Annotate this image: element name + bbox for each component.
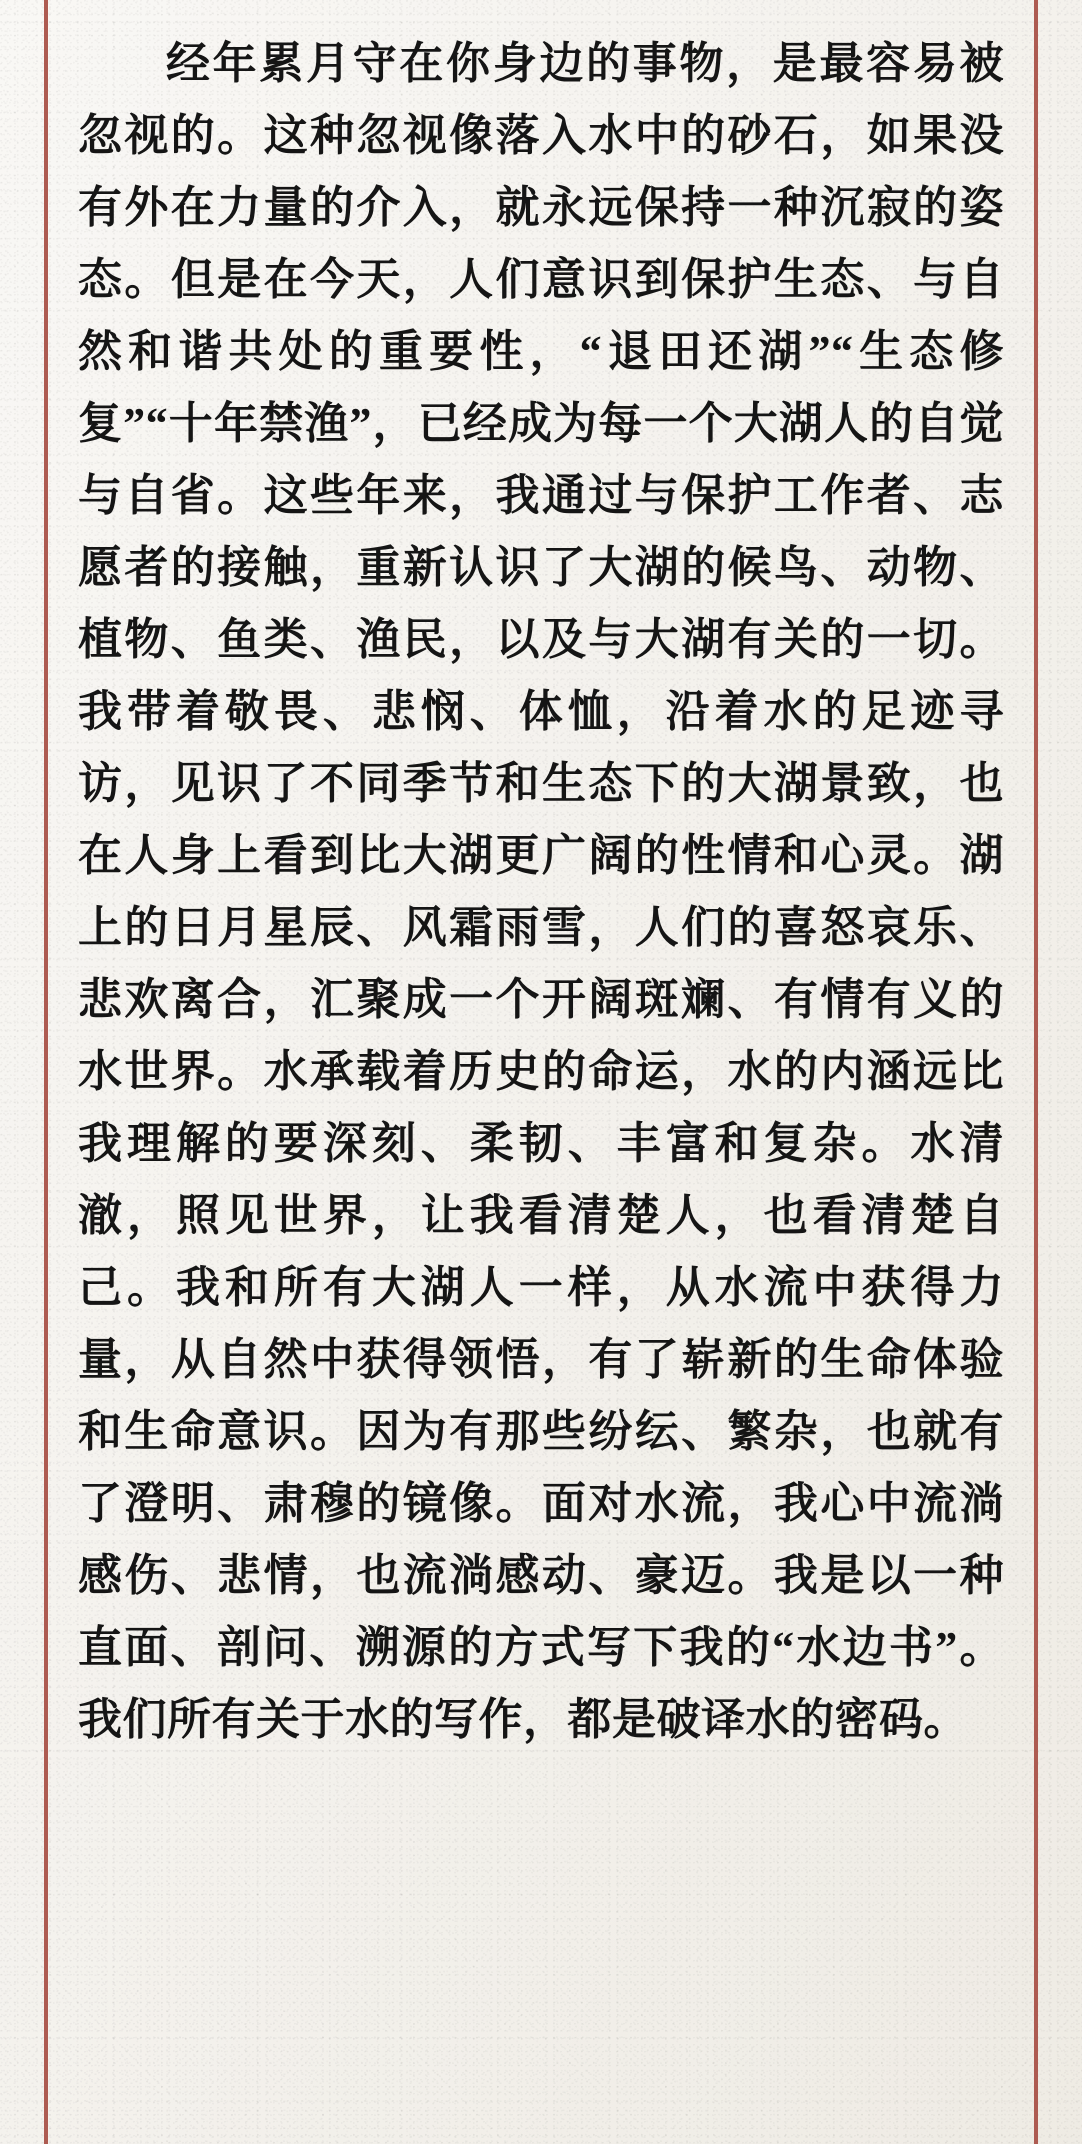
left-margin-rule — [44, 0, 48, 2144]
article-body — [78, 28, 1004, 2144]
paragraph: 经年累月守在你身边的事物，是最容易被忽视的。这种忽视像落入水中的砂石，如果没有外在力量的介入，就永远保持一种沉寂的姿态。但是在今天，人们意识到保护生态、与自然和谐共处的重要性，“退田还湖”“生态修复”“十年禁渔”，已经成为每一个大湖人的自觉与自省。这些年来，我通过与保护工作者、志愿者的接触，重新认识了大湖的候鸟、动物、植物、鱼类、渔民，以及与大湖有关的一切。我带着敬畏、悲悯、体恤，沿着水的足迹寻访，见识了不同季节和生态下的大湖景致，也在人身上看到比大湖更广阔的性情和心灵。湖上的日月星辰、风霜雨雪，人们的喜怒哀乐、悲欢离合，汇聚成一个开阔斑斓、有情有义的水世界。水承载着历史的命运，水的内涵远比我理解的要深刻、柔韧、丰富和复杂。水清澈，照见世界，让我看清楚人，也看清楚自己。我和所有大湖人一样，从水流中获得力量，从自然中获得领悟，有了崭新的生命体验和生命意识。因为有那些纷纭、繁杂，也就有了澄明、肃穆的镜像。面对水流，我心中流淌感伤、悲情，也流淌感动、豪迈。我是以一种直面、剖问、溯源的方式写下我的“水边书”。我们所有关于水的写作，都是破译水的密码。 — [78, 39, 1004, 1744]
right-margin-rule — [1034, 0, 1038, 2144]
